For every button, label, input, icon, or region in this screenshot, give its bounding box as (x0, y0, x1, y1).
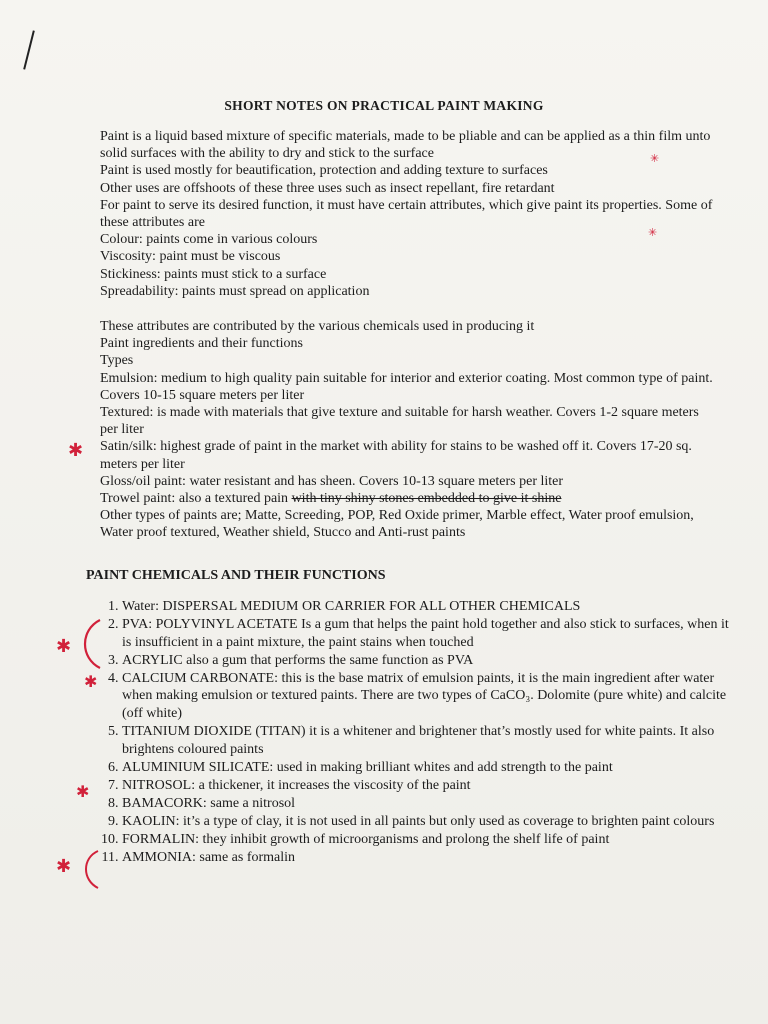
paragraph: For paint to serve its desired function, it must have certain attributes, which give paint its properties. Some of these attributes are (100, 197, 713, 231)
paragraph: Paint is a liquid based mixture of specific materials, made to be pliable and can be applied as a thin film unto solid surfaces with the ability to dry and stick to the surface (100, 129, 711, 162)
paragraph: Other uses are offshoots of these three uses such as insect repellant, fire retardant (100, 180, 555, 196)
bracket-annotation-icon (74, 616, 104, 672)
attribute-stickiness: Stickiness: paints must stick to a surface (100, 266, 327, 282)
attribute-spreadability: Spreadability: paints must spread on application (100, 283, 370, 299)
paint-type-trowel (100, 490, 720, 507)
asterisk-annotation-icon: ✱ (84, 672, 98, 691)
paint-type-gloss: Gloss/oil paint: water resistant and has sheen. Covers 10-13 square meters per liter (100, 473, 564, 489)
list-item: 10. FORMALIN: they inhibit growth of microorganisms and prolong the shelf life of paint (122, 831, 732, 849)
bracket-annotation-icon (76, 848, 102, 892)
paragraph: Types (100, 353, 134, 369)
trowel-struck-text: with tiny shiny stones embedded to give it shine (291, 491, 562, 507)
paragraph: Paint ingredients and their functions (100, 336, 303, 352)
list-item: 9. KAOLIN: it’s a type of clay, it is not used in all paints but only used as coverage to brighten paint colours (122, 813, 732, 831)
paragraph: These attributes are contributed by the various chemicals used in producing it (100, 319, 535, 335)
trowel-text: Trowel paint: also a textured pain (100, 491, 292, 507)
chemicals-list (100, 598, 732, 867)
attribute-viscosity: Viscosity: paint must be viscous (100, 249, 281, 265)
paint-type-satin: Satin/silk: highest grade of paint in the market with ability for stains to be washed off it. Covers 17-20 sq. meters per liter (100, 439, 692, 472)
pen-stroke-mark (23, 30, 35, 69)
asterisk-annotation-icon: ✳ (650, 152, 660, 165)
document-title: SHORT NOTES ON PRACTICAL PAINT MAKING (224, 98, 544, 113)
asterisk-annotation-icon: ✱ (56, 636, 72, 657)
list-item: 8. BAMACORK: same a nitrosol (122, 795, 732, 813)
paint-type-emulsion: Emulsion: medium to high quality pain suitable for interior and exterior coating. Most common type of paint. Covers 10-15 square meters per liter (100, 370, 713, 403)
other-paint-types: Other types of paints are; Matte, Screeding, POP, Red Oxide primer, Marble effect, Water proof emulsion, Water proof textured, Weather shield, Stucco and Anti-rust paints (100, 508, 694, 541)
list-item: 11. AMMONIA: same as formalin (122, 849, 732, 867)
paragraph: Paint is used mostly for beautification, protection and adding texture to surfaces (100, 163, 548, 179)
list-item: 1. Water: DISPERSAL MEDIUM OR CARRIER FOR ALL OTHER CHEMICALS (122, 598, 732, 616)
asterisk-annotation-icon: ✳ (648, 226, 658, 239)
list-item: 5. TITANIUM DIOXIDE (TITAN) it is a whitener and brightener that’s mostly used for white paints. It also brightens coloured paints (122, 723, 732, 758)
list-item: 3. ACRYLIC also a gum that performs the same function as PVA (122, 652, 732, 670)
list-item: 2. PVA: POLYVINYL ACETATE Is a gum that helps the paint hold together and also stick to surfaces, when it is insufficient in a paint mixture, the paint stains when touched (122, 616, 732, 651)
section-heading: PAINT CHEMICALS AND THEIR FUNCTIONS (86, 568, 386, 583)
list-item: 6. ALUMINIUM SILICATE: used in making brilliant whites and add strength to the paint (122, 759, 732, 777)
asterisk-annotation-icon: ✱ (56, 856, 72, 877)
paint-type-textured: Textured: is made with materials that give texture and suitable for harsh weather. Covers 1-2 square meters per liter (100, 405, 699, 438)
attribute-colour: Colour: paints come in various colours (100, 232, 318, 248)
list-item: 4. CALCIUM CARBONATE: this is the base matrix of emulsion paints, it is the main ingredient after water when making emulsion or textured paints. There are two types of CaCO₃. Dolomite (pure white) and calcite (off white) (122, 670, 732, 723)
list-item: 7. NITROSOL: a thickener, it increases the viscosity of the paint (122, 777, 732, 795)
document-body (100, 128, 720, 542)
asterisk-annotation-icon: ✱ (68, 440, 84, 461)
asterisk-annotation-icon: ✱ (76, 782, 90, 801)
